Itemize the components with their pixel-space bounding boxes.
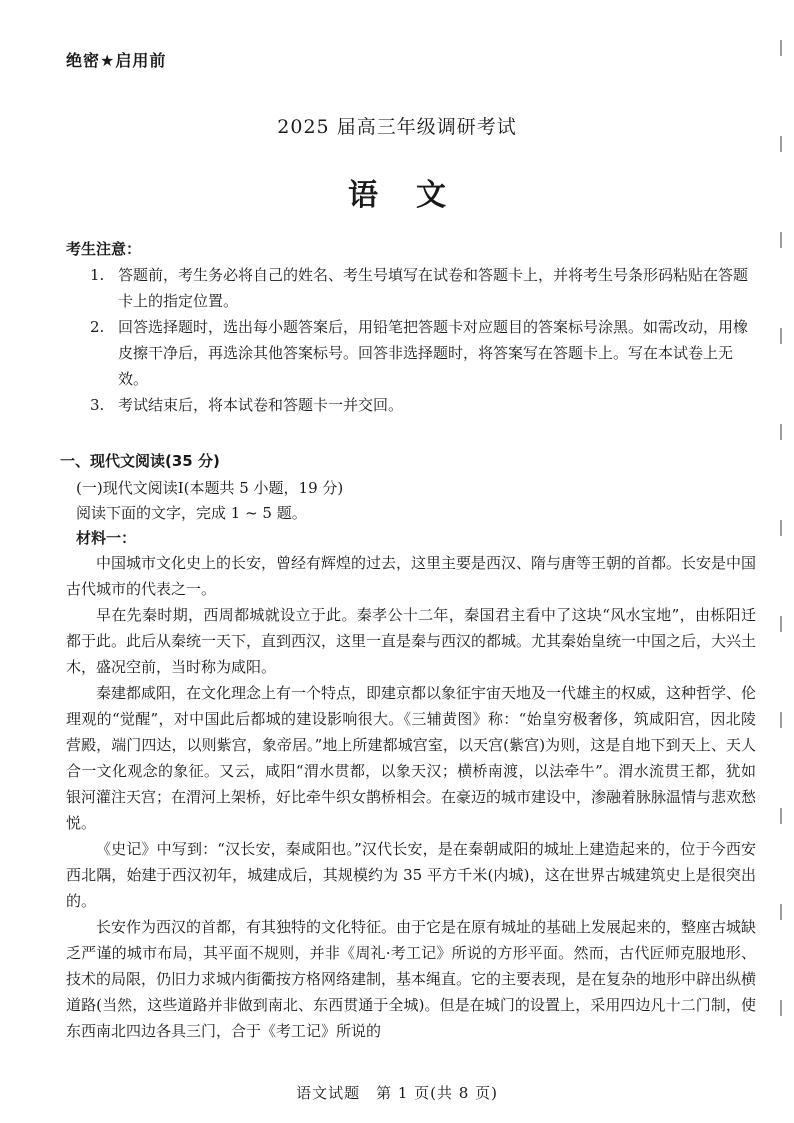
notice-number: 3. — [90, 396, 105, 414]
binding-edge-marks — [776, 40, 786, 1080]
notice-heading: 考生注意： — [66, 240, 142, 258]
passage-paragraph: 秦建都咸阳，在文化理念上有一个特点，即建京都以象征宇宙天地及一代雄主的权威，这种哲学、伦理观的“觉醒”，对中国此后都城的建设影响很大。《三辅黄图》称：“始皇穷极奢侈，筑咸阳宫，因北陵营殿，端门四达，以则紫宫，象帝居。”地上所建都城宫室，以天宫(紫宫)为则，这是自地下到天上、天人合一文化观念的象征。又云，咸阳“渭水贯都，以象天汉；横桥南渡，以法牵牛”。渭水流贯王都，犹如银河灌注天宫；在渭河上架桥，好比牵牛织女鹊桥相会。在豪迈的城市建设中，渗融着脉脉温情与悲欢愁悦。 — [66, 684, 757, 832]
passage-paragraph: 长安作为西汉的首都，有其独特的文化特征。由于它是在原有城址的基础上发展起来的，整座古城缺乏严谨的城市布局，其平面不规则，并非《周礼·考工记》所说的方形平面。然而，古代匠师克服地形、技术的局限，仍旧力求城内街衢按方格网络建制，基本绳直。它的主要表现，是在复杂的地形中辟出纵横道路(当然，这些道路并非做到南北、东西贯通于全城)。但是在城门的设置上，采用四边凡十二门制，使东西南北四边各具三门，合于《考工记》所说的 — [66, 918, 757, 1040]
page-footer: 语文试题 第 1 页(共 8 页) — [296, 1084, 498, 1102]
notice-item — [66, 314, 756, 392]
notice-text: 回答选择题时，选出每小题答案后，用铅笔把答题卡对应题目的答案标号涂黑。如需改动，用橡皮擦干净后，再选涂其他答案标号。回答非选择题时，将答案写在答题卡上。写在本试卷上无效。 — [118, 318, 749, 388]
notice-text: 考试结束后，将本试卷和答题卡一并交回。 — [118, 396, 404, 414]
passage-paragraph: 早在先秦时期，西周都城就设立于此。秦孝公十二年，秦国君主看中了这块“风水宝地”，由栎阳迁都于此。此后从秦统一天下，直到西汉，这里一直是秦与西汉的都城。尤其秦始皇统一中国之后，大兴土木，盛况空前，当时称为咸阳。 — [66, 606, 757, 676]
exam-title: 2025 届高三年级调研考试 — [277, 116, 517, 138]
material-label: 材料一： — [76, 529, 137, 547]
notice-item — [66, 392, 756, 418]
notice-number: 1. — [90, 266, 105, 284]
notice-number: 2. — [90, 318, 105, 336]
passage-paragraph: 《史记》中写到：“汉长安，秦咸阳也。”汉代长安，是在秦朝咸阳的城址上建造起来的，位于今西安西北隅，始建于西汉初年，城建成后，其规模约为 35 平方千米(内城)，这在世界古城建筑史上是很突出的。 — [66, 840, 756, 910]
reading-instruction: 阅读下面的文字，完成 1 ~ 5 题。 — [76, 504, 307, 522]
reading-passage — [66, 550, 756, 1044]
passage-paragraph: 中国城市文化史上的长安，曾经有辉煌的过去，这里主要是西汉、隋与唐等王朝的首都。长安是中国古代城市的代表之一。 — [66, 554, 757, 598]
notice-list — [66, 262, 756, 418]
subject-title: 语文 — [348, 178, 484, 213]
notice-text: 答题前，考生务必将自己的姓名、考生号填写在试卷和答题卡上，并将考生号条形码粘贴在答题卡上的指定位置。 — [118, 266, 749, 310]
section-intro — [76, 476, 343, 551]
subsection-heading: (一)现代文阅读Ⅰ(本题共 5 小题，19 分) — [76, 479, 344, 497]
confidential-mark: 绝密★启用前 — [66, 51, 167, 70]
notice-item — [66, 262, 756, 314]
section-heading: 一、现代文阅读(35 分) — [60, 452, 220, 470]
